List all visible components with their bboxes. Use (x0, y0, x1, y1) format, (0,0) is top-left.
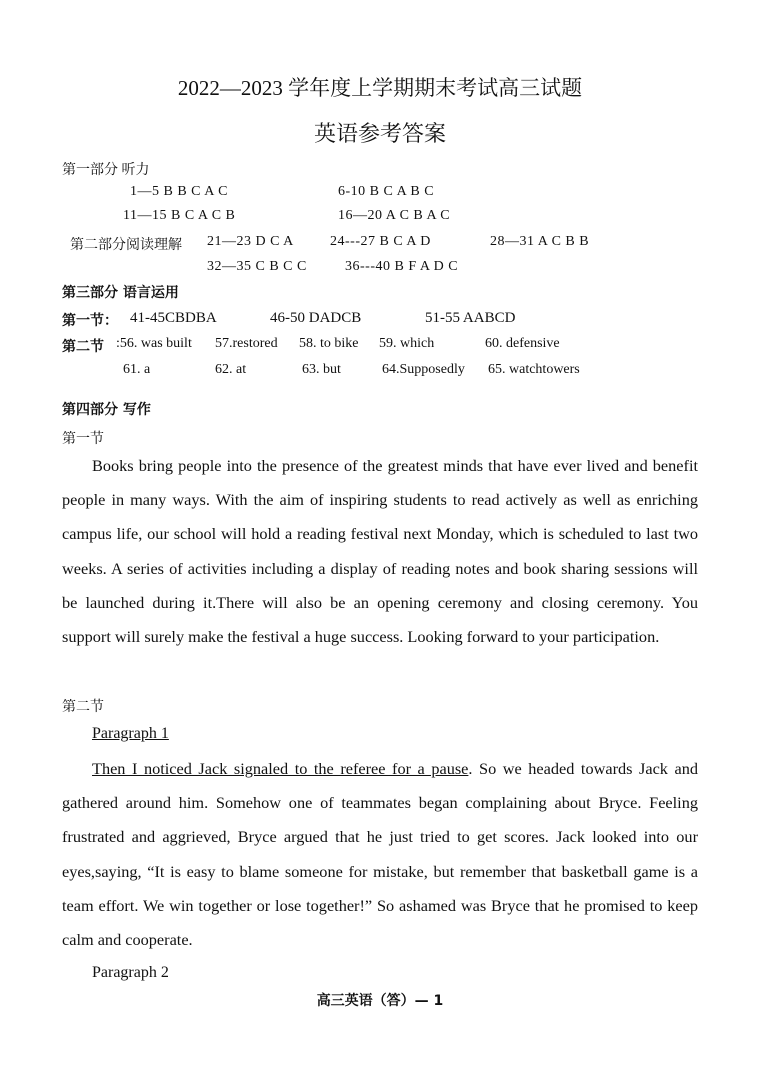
blank-answer: 65. watchtowers (488, 362, 580, 377)
answer-row: 36---40 B F A D C (345, 259, 459, 274)
blank-answer: :56. was built (116, 336, 192, 351)
blank-answer: 63. but (302, 362, 341, 377)
blank-answer: 57.restored (215, 336, 278, 351)
answer-row: 1—5 B B C A C (130, 184, 228, 199)
paragraph1-label: Paragraph 1 (92, 725, 169, 742)
part2-heading: 第二部分阅读理解 (70, 238, 182, 253)
answer-row: 24---27 B C A D (330, 234, 431, 249)
part1-heading: 第一部分 听力 (62, 163, 150, 178)
answer-row: 16—20 A C B A C (338, 208, 451, 223)
blank-answer: 58. to bike (299, 336, 359, 351)
part4-heading: 第四部分 写作 (62, 402, 151, 418)
first-sentence: Then I noticed Jack signaled to the referee for a pause (92, 759, 469, 778)
blank-answer: 62. at (215, 362, 247, 377)
paragraph2-label: Paragraph 2 (92, 964, 169, 981)
part3-sec1-label: 第一节： (62, 313, 118, 329)
blank-answer: 61. a (123, 362, 151, 377)
part3-heading: 第三部分 语言运用 (62, 285, 179, 301)
part4-sec2-label: 第二节 (62, 700, 104, 715)
essay-paragraph: Books bring people into the presence of the greatest minds that have ever lived and benefit people in many ways. With the aim of inspiring students to read actively as well as enriching campus life, our school will hold a reading festival next Monday, which is scheduled to last two weeks. A series of activities including a display of reading notes and book sharing sessions will be launched during it.There will also be an opening ceremony and closing ceremony. You support will surely make the festival a huge success. Looking forward to your participation. (62, 456, 698, 647)
page-title: 2022—2023 学年度上学期期末考试高三试题 (177, 76, 583, 100)
blank-answer: 60. defensive (485, 336, 560, 351)
part3-sec2-label: 第二节 (62, 339, 104, 355)
page-subtitle: 英语参考答案 (313, 121, 446, 146)
answer-row: 11—15 B C A C B (123, 208, 236, 223)
blank-answer: 59. which (379, 336, 435, 351)
answer-row: 32—35 C B C C (207, 259, 307, 274)
page-footer: 高三英语（答）— 1 (316, 993, 444, 1009)
answer-row: 41-45CBDBA (130, 310, 217, 326)
answer-row: 46-50 DADCB (270, 310, 362, 326)
answer-row: 21—23 D C A (207, 234, 294, 249)
blank-answer: 64.Supposedly (382, 362, 465, 377)
answer-row: 28—31 A C B B (490, 234, 590, 249)
answer-row: 51-55 AABCD (425, 310, 516, 326)
answer-row: 6-10 B C A B C (338, 184, 435, 199)
paragraph-body: . So we headed towards Jack and gathered around him. Somehow one of teammates began complaining about Bryce. Feeling frustrated and aggrieved, Bryce argued that he just tried to get scores. Jack looked into our eyes,saying, “It is easy to blame someone for mistake, but remember that basketball game is a team effort. We win together or lose together!” So ashamed was Bryce that he promised to keep calm and cooperate. (62, 759, 698, 950)
story-paragraph-1 (62, 752, 698, 957)
part4-sec1-label: 第一节 (62, 432, 104, 447)
